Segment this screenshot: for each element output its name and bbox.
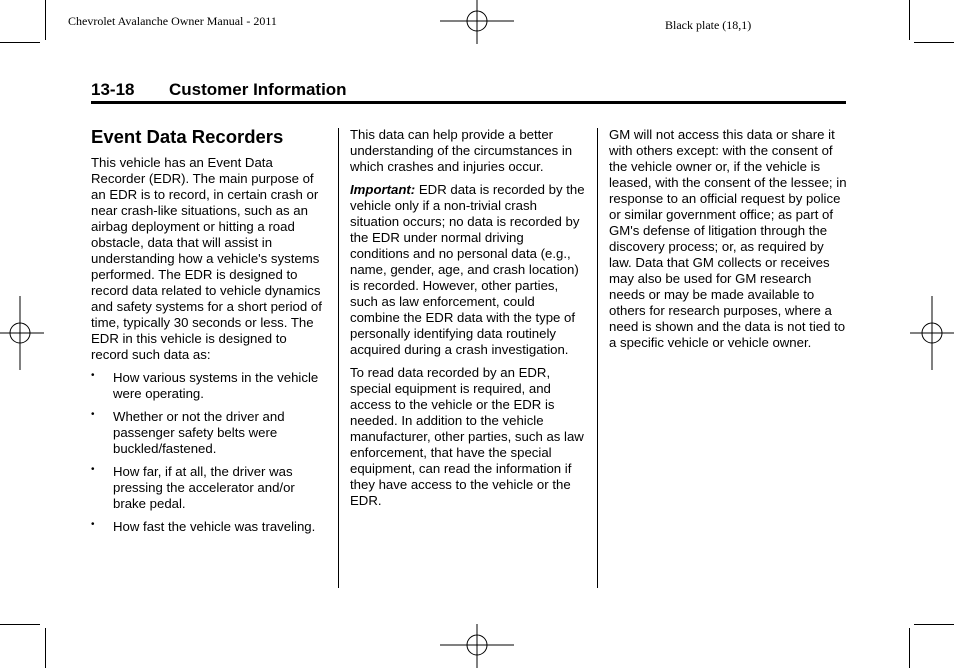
bullet-list xyxy=(91,370,327,535)
important-text: EDR data is recorded by the vehicle only if a non-trivial crash situation occurs; no data is recorded by the EDR under normal driving conditions and no personal data (e.g., name, gender, age, and crash location) is recorded. However, other parties, such as law enforcement, could combine the EDR data with the type of personally identifying data routinely acquired during a crash investigation. xyxy=(350,182,585,357)
paragraph: To read data recorded by an EDR, special equipment is required, and access to the vehicle or the EDR is needed. In addition to the vehicle manufacturer, other parties, such as law enforcement, that have the special equipment, can read the information if they have access to the vehicle or the EDR. xyxy=(350,365,584,508)
section-header xyxy=(91,80,347,100)
important-label: Important: xyxy=(350,182,416,197)
paragraph: GM will not access this data or share it with others except: with the consent of the vehicle owner or, if the vehicle is leased, with the consent of the lessee; in response to an official request by police or similar government office; as part of GM's defense of litigation through the discovery process; or, as required by law. Data that GM collects or receives may also be used for GM research needs or may be made available to others for research purposes, where a need is shown and the data is not tied to a specific vehicle or vehicle owner. xyxy=(609,127,847,350)
column-2 xyxy=(350,127,586,516)
section-title: Customer Information xyxy=(169,80,347,99)
registration-mark-left xyxy=(0,296,44,370)
column-divider xyxy=(597,128,598,588)
article-heading: Event Data Recorders xyxy=(91,126,284,147)
list-item: • How far, if at all, the driver was pressing the accelerator and/or brake pedal. xyxy=(91,464,295,511)
registration-mark-right xyxy=(910,296,954,370)
bullet-icon: • xyxy=(91,464,95,475)
section-divider xyxy=(91,101,846,104)
intro-paragraph: This vehicle has an Event Data Recorder (EDR). The main purpose of an EDR is to record, in certain crash or near crash-like situations, such as an airbag deployment or hitting a road obstacle, data that will assist in understanding how a vehicle's systems performed. The EDR is designed to record data related to vehicle dynamics and safety systems for a short period of time, typically 30 seconds or less. The EDR in this vehicle is designed to record such data as: xyxy=(91,155,322,362)
column-3 xyxy=(609,127,847,358)
column-1 xyxy=(91,127,327,542)
registration-mark-bottom xyxy=(440,624,514,668)
page-number: 13-18 xyxy=(91,80,135,99)
column-divider xyxy=(338,128,339,588)
important-paragraph xyxy=(350,182,586,358)
bullet-icon: • xyxy=(91,519,95,530)
bullet-icon: • xyxy=(91,409,95,420)
list-item: • How various systems in the vehicle were operating. xyxy=(91,370,319,401)
bullet-icon: • xyxy=(91,370,95,381)
paragraph: This data can help provide a better understanding of the circumstances in which crashes and injuries occur. xyxy=(350,127,573,174)
registration-mark-top xyxy=(440,0,514,44)
manual-title: Chevrolet Avalanche Owner Manual - 2011 xyxy=(68,14,277,28)
list-item: • Whether or not the driver and passenger safety belts were buckled/fastened. xyxy=(91,409,285,456)
list-item: • How fast the vehicle was traveling. xyxy=(91,519,316,534)
plate-label: Black plate (18,1) xyxy=(665,18,752,32)
